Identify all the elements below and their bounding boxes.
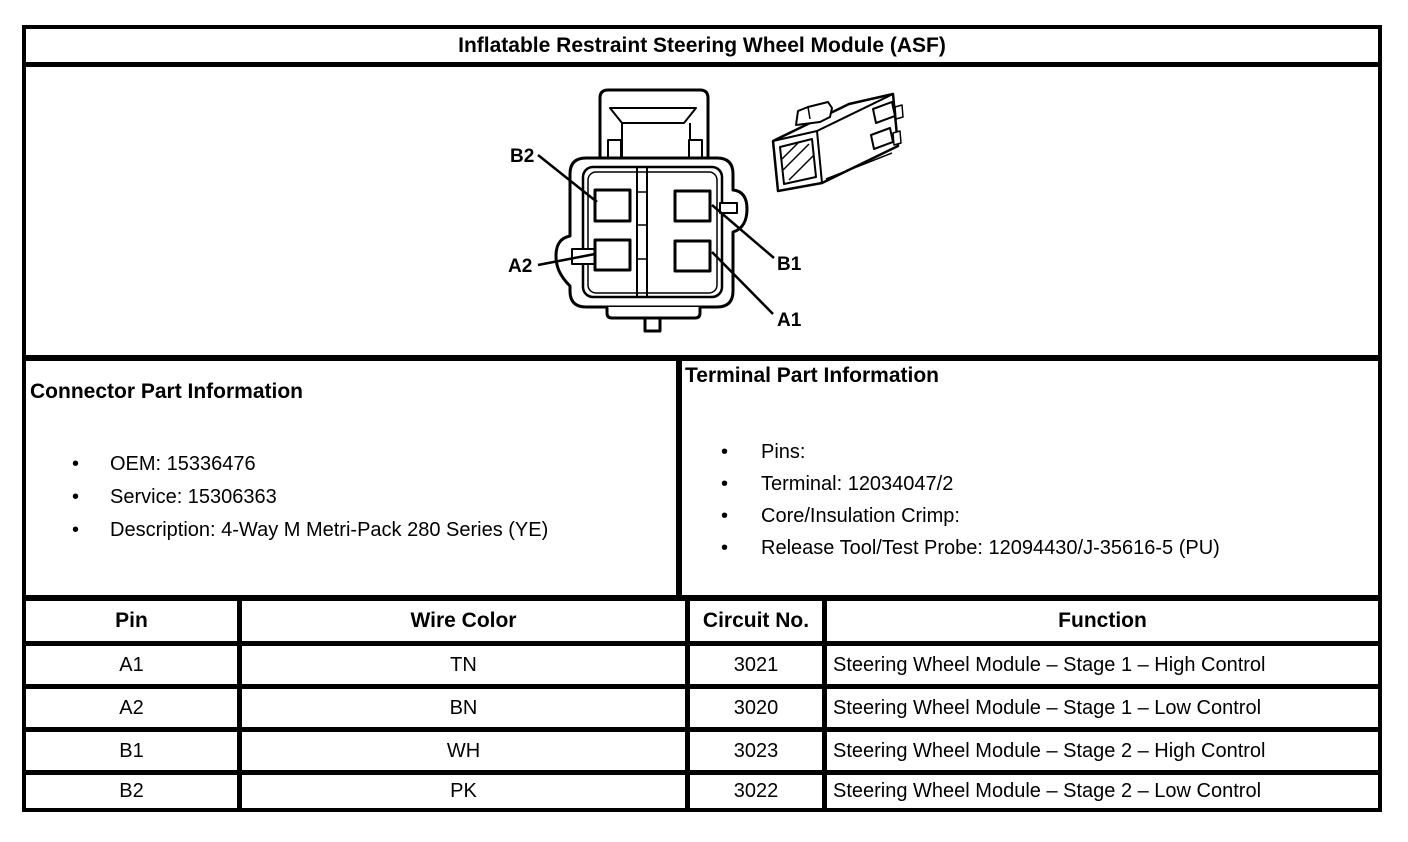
- bullet-icon: •: [721, 537, 729, 559]
- connector-part-info-heading: Connector Part Information: [30, 380, 304, 403]
- column-header-function: Function: [1058, 609, 1147, 632]
- cell-pin: A1: [26, 646, 242, 684]
- bullet-icon: •: [721, 473, 729, 495]
- cell-wire: PK: [242, 775, 690, 808]
- connector-iso-view: [773, 94, 903, 191]
- bullet-icon: •: [72, 519, 80, 541]
- connector-sheet: [22, 25, 1382, 812]
- cell-pin: B1: [26, 732, 242, 770]
- table-row: [26, 646, 1378, 689]
- list-item-text: Release Tool/Test Probe: 12094430/J-35616-5 (PU): [761, 537, 1220, 559]
- cell-function: Steering Wheel Module – Stage 2 – Low Control: [833, 780, 1262, 802]
- list-item-text: Service: 15306363: [110, 486, 277, 508]
- cell-wire: TN: [242, 646, 690, 684]
- cell-function: Steering Wheel Module – Stage 1 – Low Control: [833, 697, 1262, 719]
- pin-cavity-b2: [595, 190, 630, 221]
- bullet-icon: •: [72, 453, 80, 475]
- list-item: [72, 514, 676, 547]
- list-item: [721, 468, 1378, 500]
- cell-wire: BN: [242, 689, 690, 727]
- connector-part-info-list: [26, 448, 676, 547]
- table-row: [26, 775, 1378, 808]
- cell-circuit: 3021: [690, 646, 827, 684]
- pin-label-a2: A2: [508, 256, 533, 277]
- keyway-notch-right: [720, 203, 737, 213]
- list-item: [721, 436, 1378, 468]
- connector-drawing: [26, 67, 1378, 355]
- cell-function: Steering Wheel Module – Stage 2 – High Control: [833, 740, 1266, 762]
- page-title: Inflatable Restraint Steering Wheel Module (ASF): [26, 29, 1378, 67]
- cell-pin: A2: [26, 689, 242, 727]
- connector-foot: [607, 307, 700, 318]
- connector-part-info-panel: [26, 361, 682, 595]
- pin-cavity-b1: [675, 191, 710, 221]
- column-header-wire-color: Wire Color: [242, 601, 690, 641]
- list-item: [721, 532, 1378, 564]
- cell-circuit: 3023: [690, 732, 827, 770]
- connector-stub: [645, 318, 660, 331]
- list-item: [72, 448, 676, 481]
- list-item-text: Description: 4-Way M Metri-Pack 280 Series (YE): [110, 519, 549, 541]
- cell-circuit: 3020: [690, 689, 827, 727]
- pin-label-b1: B1: [777, 254, 802, 275]
- list-item: [721, 500, 1378, 532]
- cell-function: Steering Wheel Module – Stage 1 – High Control: [833, 654, 1266, 676]
- connector-body: [556, 158, 747, 307]
- bullet-icon: •: [721, 441, 729, 463]
- table-header-row: [26, 601, 1378, 646]
- pin-label-b2: B2: [510, 146, 535, 167]
- table-row: [26, 732, 1378, 775]
- pin-label-a1: A1: [777, 310, 802, 331]
- table-row: [26, 689, 1378, 732]
- terminal-part-info-heading: Terminal Part Information: [685, 364, 939, 387]
- list-item: [72, 481, 676, 514]
- list-item-text: Terminal: 12034047/2: [761, 473, 954, 495]
- pin-cavity-a2: [595, 240, 630, 270]
- column-header-pin: Pin: [26, 601, 242, 641]
- bullet-icon: •: [721, 505, 729, 527]
- pin-cavity-a1: [675, 241, 710, 271]
- cell-pin: B2: [26, 775, 242, 808]
- cell-wire: WH: [242, 732, 690, 770]
- column-header-circuit-no: Circuit No.: [690, 601, 827, 641]
- list-item-text: OEM: 15336476: [110, 453, 256, 475]
- cell-circuit: 3022: [690, 775, 827, 808]
- terminal-part-info-panel: [682, 361, 1378, 595]
- list-item-text: Pins:: [761, 441, 806, 463]
- pin-table: [26, 595, 1378, 808]
- terminal-part-info-list: [682, 436, 1378, 564]
- connector-diagram: [26, 67, 1378, 361]
- bullet-icon: •: [72, 486, 80, 508]
- part-info-row: [26, 361, 1378, 595]
- list-item-text: Core/Insulation Crimp:: [761, 505, 960, 527]
